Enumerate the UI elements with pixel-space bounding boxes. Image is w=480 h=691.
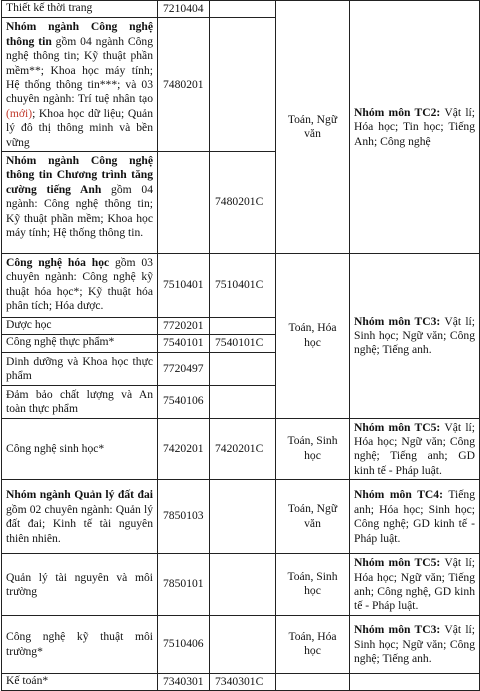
table-row <box>2 673 480 690</box>
subject-combination <box>276 673 350 690</box>
subject-group: Nhóm môn TC3: Vật lí; Sinh học; Ngữ văn; Công nghệ; Tiếng anh. <box>350 254 480 418</box>
program-name: Quản lý tài nguyên và môi trường <box>2 554 158 616</box>
program-name: Công nghệ thực phẩm* <box>2 335 158 352</box>
subject-combination: Toán, Ngữ văn <box>276 480 350 554</box>
program-code-c <box>210 318 276 335</box>
program-code-c <box>210 480 276 554</box>
new-badge: (mới) <box>6 106 33 120</box>
program-code-c: 7420201C <box>210 418 276 480</box>
program-name: Thiết kế thời trang <box>2 1 158 18</box>
program-code-c <box>210 352 276 385</box>
subject-group: Nhóm môn TC4: Tiếng anh; Hóa học; Sinh học; Công nghệ; GD kinh tế - Pháp luật. <box>350 480 480 554</box>
program-name: Nhóm ngành Công nghệ thông tin Chương trình tăng cường tiếng Anh gồm 04 ngành: Công nghệ thông tin; Kỹ thuật phần mềm; Khoa học máy tính; Hệ thống thông tin. <box>2 152 158 254</box>
table-row <box>2 480 480 554</box>
subject-group: Nhóm môn TC3: Vật lí; Sinh học; Ngữ văn; Công nghệ; Tiếng anh. <box>350 615 480 673</box>
program-code: 7850103 <box>158 480 210 554</box>
program-code: 7540106 <box>158 385 210 418</box>
table-row <box>2 254 480 318</box>
subject-combination: Toán, Ngữ văn <box>276 1 350 254</box>
program-name: Nhóm ngành Công nghệ thông tin gồm 04 ngành Công nghệ thông tin; Kỹ thuật phần mềm**; Khoa học máy tính; Hệ thống thông tin***; và 03 chuyên ngành: Trí tuệ nhân tạo (mới); Khoa học dữ liệu; Quản lý đô thị thông minh và bền vững <box>2 18 158 152</box>
program-code: 7720497 <box>158 352 210 385</box>
program-code: 7540101 <box>158 335 210 352</box>
subject-group: Nhóm môn TC2: Vật lí; Hóa học; Tin học; Tiếng Anh; Công nghệ <box>350 1 480 254</box>
program-name: Công nghệ sinh học* <box>2 418 158 480</box>
admission-table <box>1 0 480 691</box>
program-name: Kế toán* <box>2 673 158 690</box>
table-row <box>2 554 480 616</box>
program-name: Nhóm ngành Quản lý đất đai gồm 02 chuyên ngành: Quản lý đất đai; Kinh tế tài nguyên thiên nhiên. <box>2 480 158 554</box>
program-code: 7720201 <box>158 318 210 335</box>
program-code-c: 7480201C <box>210 152 276 254</box>
program-code: 7850101 <box>158 554 210 616</box>
program-code: 7510406 <box>158 615 210 673</box>
program-name: Đảm bảo chất lượng và An toàn thực phẩm <box>2 385 158 418</box>
subject-group: Nhóm môn TC5: Vật lí; Hóa học; Ngữ văn; Tiếng anh; Công nghệ, GD kinh tế - Pháp luật. <box>350 554 480 616</box>
program-code-c <box>210 18 276 152</box>
program-code: 7420201 <box>158 418 210 480</box>
subject-combination: Toán, Hóa học <box>276 254 350 418</box>
program-code: 7340301 <box>158 673 210 690</box>
program-code-c: 7340301C <box>210 673 276 690</box>
subject-combination: Toán, Sinh học <box>276 554 350 616</box>
program-name: Dinh dưỡng và Khoa học thực phẩm <box>2 352 158 385</box>
subject-group <box>350 673 480 690</box>
program-code-c <box>210 385 276 418</box>
program-code: 7480201 <box>158 18 210 152</box>
program-name: Công nghệ kỹ thuật môi trường* <box>2 615 158 673</box>
program-name: Công nghệ hóa học gồm 03 chuyên ngành: Công nghệ kỹ thuật hóa học*; Kỹ thuật hóa phân tích; Hóa dược. <box>2 254 158 318</box>
program-name: Dược học <box>2 318 158 335</box>
table-row <box>2 1 480 18</box>
program-code-c <box>210 1 276 18</box>
program-code-c <box>210 554 276 616</box>
subject-combination: Toán, Hóa học <box>276 615 350 673</box>
program-code-c: 7510401C <box>210 254 276 318</box>
subject-combination: Toán, Sinh học <box>276 418 350 480</box>
program-code <box>158 152 210 254</box>
table-row <box>2 418 480 480</box>
program-code: 7210404 <box>158 1 210 18</box>
program-code-c: 7540101C <box>210 335 276 352</box>
table-row <box>2 615 480 673</box>
subject-group: Nhóm môn TC5: Vật lí; Hóa học; Ngữ văn; Công nghệ; Tiếng anh; GD kinh tế - Pháp luật. <box>350 418 480 480</box>
program-code: 7510401 <box>158 254 210 318</box>
program-code-c <box>210 615 276 673</box>
